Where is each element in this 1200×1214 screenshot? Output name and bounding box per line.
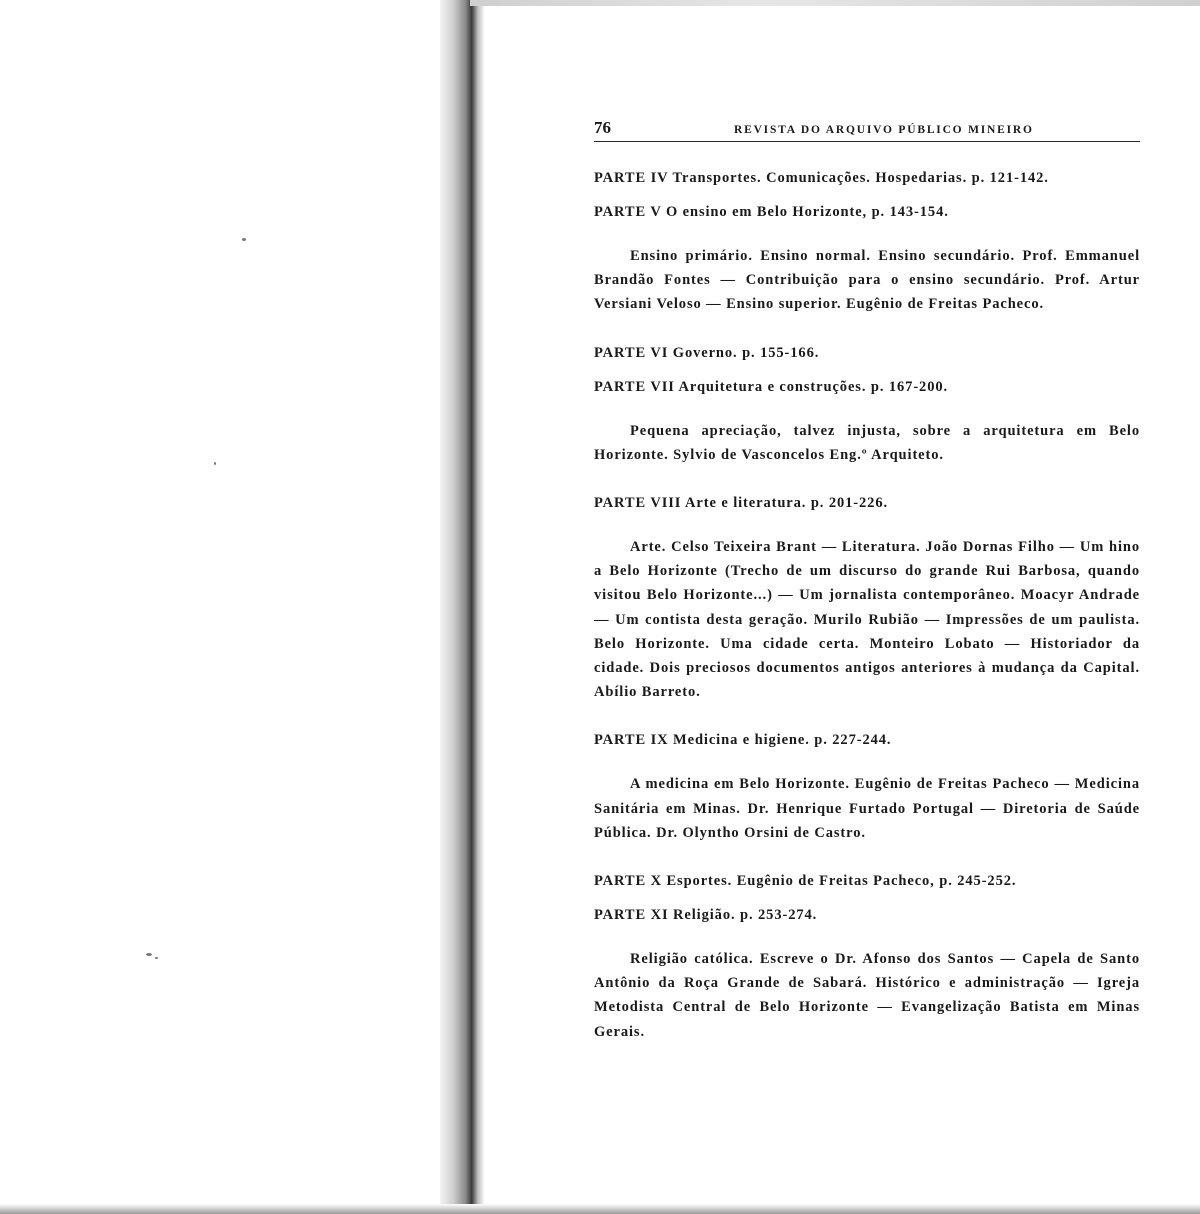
part-heading: PARTE XI Religião. p. 253-274. — [594, 907, 818, 924]
page-bottom-edge — [0, 1204, 1200, 1214]
paper-speck — [155, 957, 158, 959]
part-heading: PARTE X Esportes. Eugênio de Freitas Pacheco, p. 245-252. — [594, 873, 1017, 890]
paper-speck — [242, 238, 246, 241]
part-description: Pequena apreciação, talvez injusta, sobre a arquitetura em Belo Horizonte. Sylvio de Vasconcelos Eng.º Arquiteto. — [594, 422, 1140, 463]
part-description: Arte. Celso Teixeira Brant — Literatura. João Dornas Filho — Um hino a Belo Horizonte (Trecho de um discurso do grande Rui Barbosa, quando visitou Belo Horizonte...) — Um jornalista contemporâneo. Moacyr Andrade — Um contista desta geração. Murilo Rubião — Impressões de um paulista. Belo Horizonte. Uma cidade certa. Monteiro Lobato — Historiador da cidade. Dois preciosos documentos antigos anteriores à mudança da Capital. Abílio Barreto. — [594, 539, 1140, 701]
paper-speck — [214, 462, 216, 465]
paper-speck — [146, 953, 152, 956]
part-heading: PARTE IX Medicina e higiene. p. 227-244. — [594, 732, 892, 749]
running-header — [594, 118, 1140, 142]
part-description: A medicina em Belo Horizonte. Eugênio de Freitas Pacheco — Medicina Sanitária em Minas. Dr. Henrique Furtado Portugal — Diretoria de Saúde Pública. Dr. Olyntho Orsini de Castro. — [594, 776, 1140, 841]
page-top-edge — [470, 0, 1200, 6]
part-description: Ensino primário. Ensino normal. Ensino secundário. Prof. Emmanuel Brandão Fontes — Contribuição para o ensino secundário. Prof. Artur Versiani Veloso — Ensino superior. Eugênio de Freitas Pacheco. — [594, 248, 1140, 313]
part-heading: PARTE VI Governo. p. 155-166. — [594, 344, 820, 361]
text-page — [594, 118, 1140, 1044]
part-heading: PARTE V O ensino em Belo Horizonte, p. 143-154. — [594, 204, 949, 220]
part-description: Religião católica. Escreve o Dr. Afonso dos Santos — Capela de Santo Antônio da Roça Grande de Sabará. Histórico e administração — Igreja Metodista Central de Belo Horizonte — Evangelização Batista em Minas Gerais. — [594, 951, 1140, 1040]
journal-title: REVISTA DO ARQUIVO PÚBLICO MINEIRO — [734, 124, 1034, 136]
part-heading: PARTE VII Arquitetura e construções. p. 167-200. — [594, 378, 949, 395]
blank-left-page — [0, 0, 460, 1214]
book-spine — [440, 0, 484, 1214]
part-heading: PARTE IV Transportes. Comunicações. Hospedarias. p. 121-142. — [594, 170, 1049, 186]
page-number: 76 — [594, 118, 611, 137]
part-heading: PARTE VIII Arte e literatura. p. 201-226. — [594, 495, 889, 512]
